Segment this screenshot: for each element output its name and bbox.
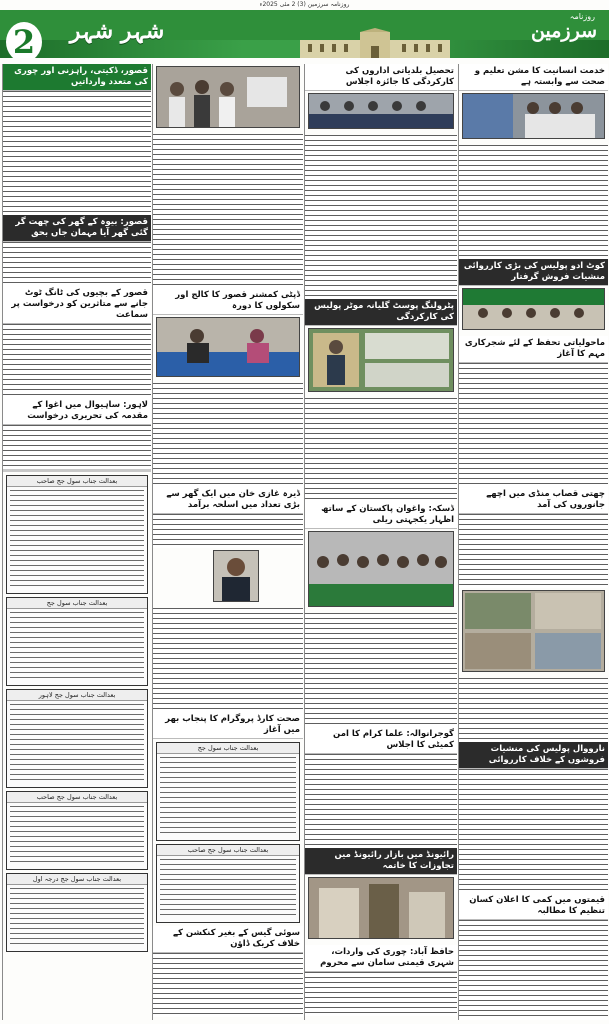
news-photo xyxy=(462,93,605,139)
legal-notice-title: بعدالت جناب سول جج صاحب xyxy=(7,792,147,803)
article-text xyxy=(153,514,303,548)
legal-notice-text xyxy=(10,806,144,866)
legal-notice-title: بعدالت جناب سول جج xyxy=(7,598,147,609)
legal-notice-title: بعدالت جناب سول جج xyxy=(157,743,299,754)
legal-notice xyxy=(6,597,148,686)
article-text xyxy=(3,91,151,215)
building-illustration-icon xyxy=(290,28,460,58)
article-text xyxy=(3,242,151,286)
legal-notice-text xyxy=(160,757,296,837)
legal-notice-text xyxy=(10,612,144,682)
article-text xyxy=(459,920,608,1020)
headline: قصور: بیوہ کے گھر کی چھت گر گئی گھر آیا مہمان جاں بحق xyxy=(3,215,151,242)
article-text xyxy=(459,678,608,742)
article-text xyxy=(3,324,151,398)
headline: حافظ آباد: چوری کی واردات، شہری قیمتی سامان سے محروم xyxy=(305,945,457,972)
headline: لاہور: ساہیوال میں اغوا کے مقدمہ کی تحریری درخواست xyxy=(3,398,151,425)
headline: تحصیل بلدیاتی اداروں کی کارکردگی کا جائزہ اجلاس xyxy=(305,64,457,91)
legal-notice-title: بعدالت جناب سول جج درجہ اول xyxy=(7,874,147,885)
article-text xyxy=(459,145,608,259)
headline: قصور، ڈکیتی، راہزنی اور چوری کی متعدد وارداتیں xyxy=(3,64,151,91)
headline: ڈیرہ غازی خان میں ایک گھر سے بڑی تعداد میں اسلحہ برآمد xyxy=(153,487,303,514)
column-4 xyxy=(458,64,608,1020)
article-text xyxy=(459,514,608,588)
legal-notice-text xyxy=(10,888,144,948)
article-text xyxy=(153,608,303,712)
section-title: شہر شہر xyxy=(69,18,165,44)
legal-notice-text xyxy=(160,859,296,919)
column-2 xyxy=(152,64,303,1020)
column-1 xyxy=(2,64,151,1020)
paper-name: سرزمین xyxy=(531,20,597,42)
headline: خدمت انسانیت کا مشن تعلیم و صحت سے وابستہ ہے xyxy=(459,64,608,91)
legal-notice xyxy=(6,791,148,870)
news-photo xyxy=(156,66,300,128)
column-3 xyxy=(304,64,457,1020)
legal-notice xyxy=(6,873,148,952)
headline: پٹرولنگ پوسٹ گلیانہ موٹر پولیس کی کارکردگی xyxy=(305,299,457,326)
article-text xyxy=(459,363,608,487)
news-photo xyxy=(462,288,605,330)
news-photo xyxy=(308,93,454,129)
page-number: 2 xyxy=(6,22,42,58)
article-text xyxy=(305,754,457,848)
legal-notice xyxy=(156,742,300,841)
article-text xyxy=(153,383,303,487)
headline: قصور کے بچیوں کی ٹانگ ٹوٹ جانے سے متاثرین کو درخواست پر سماعت xyxy=(3,286,151,324)
article-text xyxy=(153,953,303,1017)
news-photo xyxy=(308,877,454,939)
headline: سوئی گیس کے بغیر کنکشن کے خلاف کریک ڈاؤن xyxy=(153,926,303,953)
headline: رائیونڈ میں بازار رائیونڈ میں تجاوزات کا خاتمہ xyxy=(305,848,457,875)
legal-notice xyxy=(156,844,300,923)
article-text xyxy=(305,135,457,299)
headline: قیمتوں میں کمی کا اعلان کسان تنظیم کا مطالبہ xyxy=(459,893,608,920)
article-text xyxy=(305,972,457,1016)
headline: ڈسکہ: واغوان پاکستان کے ساتھ اظہار یکجہتی ریلی xyxy=(305,502,457,529)
headline: ماحولیاتی تحفظ کے لئے شجرکاری مہم کا آغاز xyxy=(459,336,608,363)
legal-notice-text xyxy=(10,704,144,784)
headline: نارووال پولیس کی منشیات فروشوں کے خلاف کارروائی xyxy=(459,742,608,769)
article-text xyxy=(3,425,151,469)
legal-notice-text xyxy=(10,490,144,590)
headline: کوٹ ادو پولیس کی بڑی کارروائی منشیات فروش گرفتار xyxy=(459,259,608,286)
divider xyxy=(3,469,151,472)
portrait-photo xyxy=(213,550,259,602)
article-text xyxy=(305,613,457,727)
news-photo xyxy=(462,590,605,672)
headline: گوجرانوالہ: علما کرام کا امن کمیٹی کا اجلاس xyxy=(305,727,457,754)
headline: صحت کارڈ پروگرام کا پنجاب بھر میں آغاز xyxy=(153,712,303,739)
headline: ڈپٹی کمشنر قصور کا کالج اور سکولوں کا دورہ xyxy=(153,288,303,315)
masthead xyxy=(0,10,609,58)
dateline: روزنامہ سرزمین (3) 2 مئی 2025ء xyxy=(259,1,350,8)
paper-label: روزنامہ xyxy=(569,12,595,21)
article-text xyxy=(305,398,457,502)
news-photo xyxy=(308,328,454,392)
legal-notice xyxy=(6,689,148,788)
legal-notice xyxy=(6,475,148,594)
legal-notice-title: بعدالت جناب سول جج صاحب xyxy=(7,476,147,487)
article-text xyxy=(459,769,608,893)
legal-notice-title: بعدالت جناب سول جج صاحب xyxy=(157,845,299,856)
article-text xyxy=(153,134,303,288)
news-photo xyxy=(308,531,454,607)
legal-notice-title: بعدالت جناب سول جج لاہور xyxy=(7,690,147,701)
headline: چھتی قصاب منڈی میں اچھے جانوروں کی آمد xyxy=(459,487,608,514)
news-photo xyxy=(156,317,300,377)
